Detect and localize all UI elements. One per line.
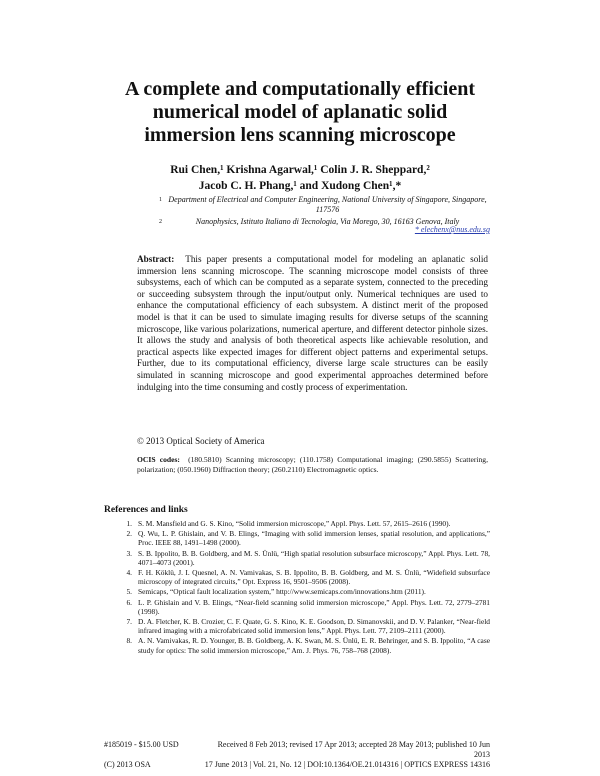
affiliation-text: Department of Electrical and Computer Engineering, National University of Singapore, Singapore, 117576	[168, 195, 487, 214]
title-line: immersion lens scanning microscope	[144, 124, 456, 146]
authors-line: Jacob C. H. Phang,¹ and Xudong Chen¹,*	[198, 180, 402, 192]
reference-number: 2.	[126, 529, 132, 539]
ocis-text: (180.5810) Scanning microscopy; (110.1758) Computational imaging; (290.5855) Scattering, polarization; (050.1960) Diffraction theory; (260.2110) Electromagnetic optics.	[137, 455, 488, 475]
reference-number: 5.	[126, 587, 132, 597]
abstract	[137, 254, 488, 393]
page-footer	[104, 740, 490, 770]
reference-item	[104, 568, 490, 586]
paper-title	[100, 78, 500, 147]
reference-list	[104, 519, 490, 656]
reference-item	[104, 636, 490, 654]
copyright-notice: © 2013 Optical Society of America	[137, 436, 265, 446]
reference-text: A. N. Vamivakas, R. D. Younger, B. B. Goldberg, A. K. Swan, M. S. Ünlü, E. R. Behringer, and S. B. Ippolito, “A case study for optics: The solid immersion microscope,” Am. J. Phys. 76, 758–768 (2008).	[138, 636, 490, 655]
footer-copyright: (C) 2013 OSA	[104, 760, 151, 769]
references-heading: References and links	[104, 505, 188, 515]
affiliation-text: Nanophysics, Istituto Italiano di Tecnologia, Via Morego, 30, 16163 Genova, Italy	[195, 217, 460, 226]
reference-text: S. M. Mansfield and G. S. Kino, “Solid immersion microscope,” Appl. Phys. Lett. 57, 2615–2616 (1990).	[138, 519, 451, 528]
abstract-text: This paper presents a computational model for modeling an aplanatic solid immersion lens scanning microscope. The scanning microscope model consists of three subsystems, each of which can be computed as a separate system, connected to the preceding or succeeding subsystem through the input/output only. Numerical techniques are used to enhance the computational efficiency of each subsystem. A distinct merit of the proposed model is that it can be used to simulate imaging results for diverse setups of the scanning microscope, like various polarizations, numerical aperture, and different detector pinhole sizes. It allows the study and analysis of both theoretical aspects like achievable resolution, and practical aspects like expected images for different object patterns and experimental setups. Further, due to its computational efficiency, diverse large scale structures can be easily simulated in scanning microscope and good experimental approaches determined before indulging into the time consuming and costly process of experimentation.	[137, 254, 488, 392]
reference-text: S. B. Ippolito, B. B. Goldberg, and M. S. Ünlü, “High spatial resolution subsurface microscopy,” Appl. Phys. Lett. 78, 4071–4073 (2001).	[138, 548, 490, 567]
title-line: numerical model of aplanatic solid	[152, 101, 448, 123]
reference-text: L. P. Ghislain and V. B. Elings, “Near-field scanning solid immersion microscope,” Appl. Phys. Lett. 72, 2779–2781 (1998).	[138, 597, 490, 616]
affiliations	[150, 195, 490, 229]
ocis-label: OCIS codes:	[137, 455, 180, 464]
affiliation	[150, 195, 490, 215]
reference-text: F. H. Köklü, J. I. Quesnel, A. N. Vamivakas, S. B. Ippolito, B. B. Goldberg, and M. S. Ünlü, “Widefield subsurface microscopy of integrated circuits,” Opt. Express 16, 9501–9506 (2008).	[138, 568, 490, 587]
corresponding-email-link[interactable]: * elechenx@nus.edu.sg	[414, 225, 490, 234]
affiliation-number: 1	[159, 197, 162, 203]
reference-number: 6.	[126, 597, 132, 607]
reference-number: 1.	[126, 519, 132, 528]
footer-dates: Received 8 Feb 2013; revised 17 Apr 2013; accepted 28 May 2013; published 10 Jun 2013	[217, 740, 490, 759]
footer-row	[104, 760, 490, 770]
reference-item	[104, 587, 490, 596]
footer-citation: 17 June 2013 | Vol. 21, No. 12 | DOI:10.1364/OE.21.014316 | OPTICS EXPRESS 14316	[204, 760, 490, 769]
reference-number: 4.	[126, 568, 132, 578]
reference-number: 8.	[126, 636, 132, 646]
authors-line: Rui Chen,¹ Krishna Agarwal,¹ Colin J. R. Sheppard,²	[170, 164, 430, 176]
reference-item	[104, 549, 490, 567]
footer-row	[104, 740, 490, 760]
reference-item	[104, 598, 490, 616]
ocis-codes	[137, 455, 488, 475]
reference-item	[104, 519, 490, 528]
reference-item	[104, 529, 490, 547]
reference-text: Semicaps, “Optical fault localization system,” http://www.semicaps.com/innovations.htm (2011).	[138, 587, 426, 597]
reference-number: 7.	[126, 617, 132, 627]
reference-text: D. A. Fletcher, K. B. Crozier, C. F. Quate, G. S. Kino, K. E. Goodson, D. Simanovskii, and D. V. Palanker, “Near-field infrared imaging with a microfabricated solid immersion lens,” Appl. Phys. Lett. 77, 2109–2111 (2000).	[138, 617, 490, 636]
reference-text: Q. Wu, L. P. Ghislain, and V. B. Elings, “Imaging with solid immersion lenses, spatial resolution, and applications,” Proc. IEEE 88, 1491–1498 (2000).	[138, 529, 490, 548]
affiliation-number: 2	[159, 219, 162, 225]
footer-price: #185019 - $15.00 USD	[104, 740, 179, 749]
author-list	[100, 162, 500, 194]
reference-item	[104, 617, 490, 635]
title-line: A complete and computationally efficient	[125, 78, 475, 100]
reference-number: 3.	[126, 548, 132, 558]
abstract-label: Abstract:	[137, 254, 175, 264]
